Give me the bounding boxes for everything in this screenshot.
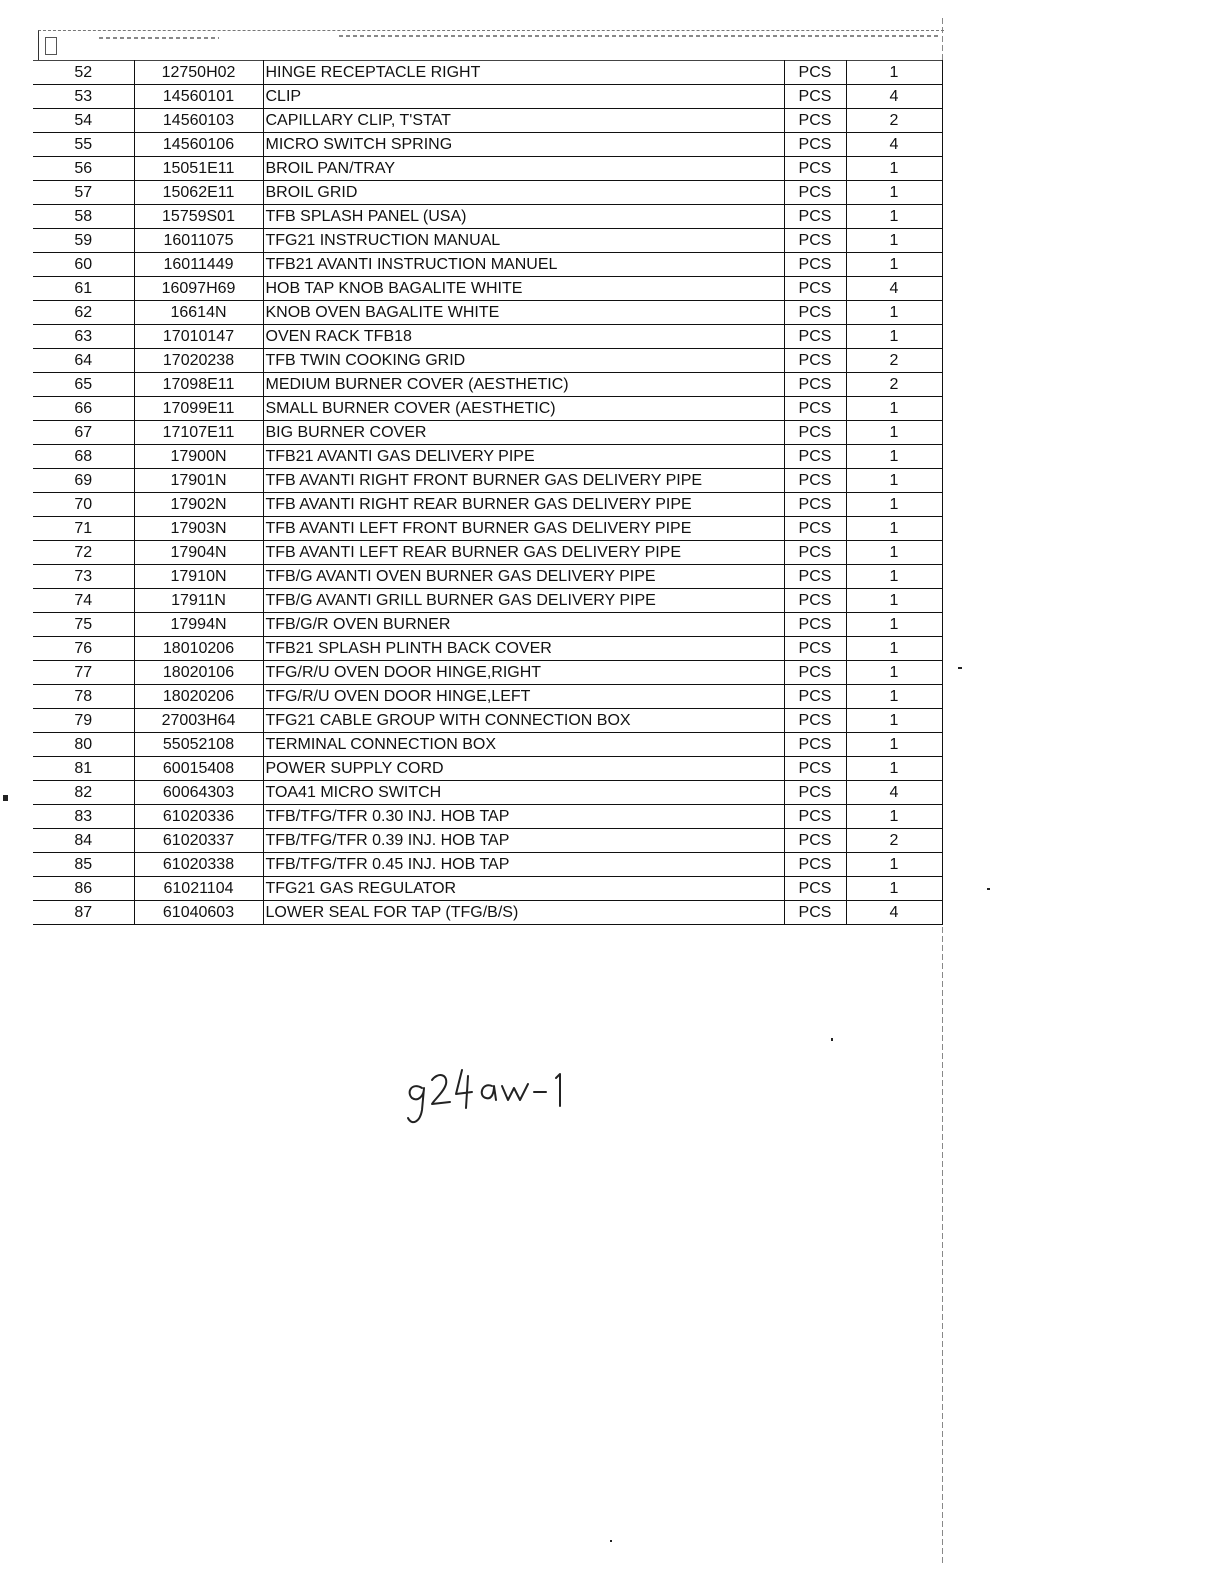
part-code-cell: 17010147 (134, 325, 263, 349)
quantity-cell: 1 (846, 493, 942, 517)
part-code-cell: 17099E11 (134, 397, 263, 421)
unit-cell: PCS (784, 85, 846, 109)
unit-cell: PCS (784, 325, 846, 349)
description-cell: KNOB OVEN BAGALITE WHITE (263, 301, 784, 325)
description-cell: TFB AVANTI RIGHT FRONT BURNER GAS DELIVERY PIPE (263, 469, 784, 493)
part-code-cell: 16011449 (134, 253, 263, 277)
table-row (33, 373, 942, 397)
description-cell: CLIP (263, 85, 784, 109)
item-number-cell: 65 (33, 373, 134, 397)
quantity-cell: 1 (846, 613, 942, 637)
part-code-cell: 55052108 (134, 733, 263, 757)
part-code-cell: 17901N (134, 469, 263, 493)
unit-cell: PCS (784, 517, 846, 541)
unit-cell: PCS (784, 637, 846, 661)
part-code-cell: 17910N (134, 565, 263, 589)
table-row (33, 661, 942, 685)
item-number-cell: 56 (33, 157, 134, 181)
part-code-cell: 17098E11 (134, 373, 263, 397)
unit-cell: PCS (784, 277, 846, 301)
part-code-cell: 17994N (134, 613, 263, 637)
item-number-cell: 84 (33, 829, 134, 853)
description-cell: TFB21 SPLASH PLINTH BACK COVER (263, 637, 784, 661)
unit-cell: PCS (784, 493, 846, 517)
scan-speck (831, 1038, 833, 1041)
table-row (33, 901, 942, 925)
part-code-cell: 18020206 (134, 685, 263, 709)
quantity-cell: 1 (846, 541, 942, 565)
unit-cell: PCS (784, 397, 846, 421)
part-code-cell: 17900N (134, 445, 263, 469)
description-cell: TFB AVANTI RIGHT REAR BURNER GAS DELIVERY PIPE (263, 493, 784, 517)
table-row (33, 757, 942, 781)
scan-speck (3, 795, 8, 801)
table-row (33, 829, 942, 853)
unit-cell: PCS (784, 661, 846, 685)
description-cell: TERMINAL CONNECTION BOX (263, 733, 784, 757)
table-row (33, 805, 942, 829)
quantity-cell: 1 (846, 301, 942, 325)
handwritten-note-graphic (400, 1060, 600, 1130)
quantity-cell: 1 (846, 853, 942, 877)
quantity-cell: 2 (846, 829, 942, 853)
unit-cell: PCS (784, 709, 846, 733)
quantity-cell: 1 (846, 397, 942, 421)
description-cell: POWER SUPPLY CORD (263, 757, 784, 781)
table-row (33, 637, 942, 661)
item-number-cell: 68 (33, 445, 134, 469)
description-cell: TFG21 GAS REGULATOR (263, 877, 784, 901)
unit-cell: PCS (784, 421, 846, 445)
description-cell: TFG21 CABLE GROUP WITH CONNECTION BOX (263, 709, 784, 733)
part-code-cell: 18020106 (134, 661, 263, 685)
unit-cell: PCS (784, 685, 846, 709)
quantity-cell: 1 (846, 661, 942, 685)
table-row (33, 589, 942, 613)
table-row (33, 253, 942, 277)
table-row (33, 565, 942, 589)
table-row (33, 85, 942, 109)
description-cell: TFB SPLASH PANEL (USA) (263, 205, 784, 229)
table-row (33, 229, 942, 253)
table-row (33, 877, 942, 901)
item-number-cell: 59 (33, 229, 134, 253)
part-code-cell: 15051E11 (134, 157, 263, 181)
quantity-cell: 1 (846, 757, 942, 781)
item-number-cell: 77 (33, 661, 134, 685)
quantity-cell: 4 (846, 85, 942, 109)
unit-cell: PCS (784, 301, 846, 325)
item-number-cell: 61 (33, 277, 134, 301)
quantity-cell: 1 (846, 517, 942, 541)
table-row (33, 541, 942, 565)
part-code-cell: 61020338 (134, 853, 263, 877)
unit-cell: PCS (784, 445, 846, 469)
table-row (33, 205, 942, 229)
table-row (33, 325, 942, 349)
description-cell: TFG/R/U OVEN DOOR HINGE,LEFT (263, 685, 784, 709)
item-number-cell: 83 (33, 805, 134, 829)
item-number-cell: 74 (33, 589, 134, 613)
part-code-cell: 16614N (134, 301, 263, 325)
description-cell: CAPILLARY CLIP, T'STAT (263, 109, 784, 133)
unit-cell: PCS (784, 733, 846, 757)
header-smudge (339, 35, 939, 37)
part-code-cell: 61020337 (134, 829, 263, 853)
part-code-cell: 61021104 (134, 877, 263, 901)
unit-cell: PCS (784, 541, 846, 565)
description-cell: TFB AVANTI LEFT FRONT BURNER GAS DELIVERY PIPE (263, 517, 784, 541)
quantity-cell: 2 (846, 349, 942, 373)
quantity-cell: 1 (846, 877, 942, 901)
part-code-cell: 61040603 (134, 901, 263, 925)
table-row (33, 181, 942, 205)
item-number-cell: 85 (33, 853, 134, 877)
part-code-cell: 60015408 (134, 757, 263, 781)
quantity-cell: 2 (846, 109, 942, 133)
part-code-cell: 17904N (134, 541, 263, 565)
quantity-cell: 1 (846, 589, 942, 613)
scan-speck (958, 667, 962, 669)
part-code-cell: 12750H02 (134, 61, 263, 85)
quantity-cell: 1 (846, 157, 942, 181)
description-cell: TFB/G AVANTI OVEN BURNER GAS DELIVERY PIPE (263, 565, 784, 589)
unit-cell: PCS (784, 181, 846, 205)
table-row (33, 733, 942, 757)
unit-cell: PCS (784, 349, 846, 373)
table-row (33, 493, 942, 517)
part-code-cell: 17911N (134, 589, 263, 613)
quantity-cell: 1 (846, 445, 942, 469)
quantity-cell: 4 (846, 901, 942, 925)
description-cell: TFB/G/R OVEN BURNER (263, 613, 784, 637)
unit-cell: PCS (784, 613, 846, 637)
table-row (33, 613, 942, 637)
part-code-cell: 14560106 (134, 133, 263, 157)
item-number-cell: 73 (33, 565, 134, 589)
parts-list-table (33, 60, 943, 925)
description-cell: TFB21 AVANTI GAS DELIVERY PIPE (263, 445, 784, 469)
table-row (33, 109, 942, 133)
quantity-cell: 1 (846, 733, 942, 757)
unit-cell: PCS (784, 157, 846, 181)
item-number-cell: 76 (33, 637, 134, 661)
part-code-cell: 17903N (134, 517, 263, 541)
table-row (33, 685, 942, 709)
quantity-cell: 1 (846, 685, 942, 709)
description-cell: TFB/TFG/TFR 0.45 INJ. HOB TAP (263, 853, 784, 877)
description-cell: HOB TAP KNOB BAGALITE WHITE (263, 277, 784, 301)
part-code-cell: 15759S01 (134, 205, 263, 229)
table-row (33, 469, 942, 493)
item-number-cell: 67 (33, 421, 134, 445)
unit-cell: PCS (784, 253, 846, 277)
item-number-cell: 63 (33, 325, 134, 349)
description-cell: TFB AVANTI LEFT REAR BURNER GAS DELIVERY PIPE (263, 541, 784, 565)
part-code-cell: 16097H69 (134, 277, 263, 301)
description-cell: MEDIUM BURNER COVER (AESTHETIC) (263, 373, 784, 397)
description-cell: BROIL GRID (263, 181, 784, 205)
description-cell: TFB/G AVANTI GRILL BURNER GAS DELIVERY PIPE (263, 589, 784, 613)
table-row (33, 781, 942, 805)
unit-cell: PCS (784, 205, 846, 229)
part-code-cell: 17902N (134, 493, 263, 517)
unit-cell: PCS (784, 757, 846, 781)
description-cell: LOWER SEAL FOR TAP (TFG/B/S) (263, 901, 784, 925)
table-row (33, 133, 942, 157)
item-number-cell: 69 (33, 469, 134, 493)
unit-cell: PCS (784, 877, 846, 901)
item-number-cell: 75 (33, 613, 134, 637)
quantity-cell: 1 (846, 253, 942, 277)
table-row (33, 61, 942, 85)
item-number-cell: 80 (33, 733, 134, 757)
quantity-cell: 4 (846, 277, 942, 301)
unit-cell: PCS (784, 565, 846, 589)
unit-cell: PCS (784, 901, 846, 925)
item-number-cell: 54 (33, 109, 134, 133)
description-cell: TFB/TFG/TFR 0.39 INJ. HOB TAP (263, 829, 784, 853)
unit-cell: PCS (784, 469, 846, 493)
description-cell: BROIL PAN/TRAY (263, 157, 784, 181)
header-mark (45, 37, 57, 55)
part-code-cell: 17020238 (134, 349, 263, 373)
quantity-cell: 2 (846, 373, 942, 397)
description-cell: HINGE RECEPTACLE RIGHT (263, 61, 784, 85)
part-code-cell: 15062E11 (134, 181, 263, 205)
item-number-cell: 72 (33, 541, 134, 565)
unit-cell: PCS (784, 61, 846, 85)
table-row (33, 349, 942, 373)
item-number-cell: 86 (33, 877, 134, 901)
item-number-cell: 78 (33, 685, 134, 709)
part-code-cell: 61020336 (134, 805, 263, 829)
quantity-cell: 1 (846, 637, 942, 661)
table-row (33, 277, 942, 301)
table-row (33, 445, 942, 469)
handwritten-note (400, 1060, 600, 1130)
unit-cell: PCS (784, 229, 846, 253)
quantity-cell: 1 (846, 229, 942, 253)
description-cell: OVEN RACK TFB18 (263, 325, 784, 349)
quantity-cell: 1 (846, 469, 942, 493)
item-number-cell: 52 (33, 61, 134, 85)
item-number-cell: 58 (33, 205, 134, 229)
quantity-cell: 1 (846, 325, 942, 349)
item-number-cell: 70 (33, 493, 134, 517)
table-row (33, 853, 942, 877)
quantity-cell: 4 (846, 133, 942, 157)
item-number-cell: 82 (33, 781, 134, 805)
unit-cell: PCS (784, 133, 846, 157)
description-cell: TFB21 AVANTI INSTRUCTION MANUEL (263, 253, 784, 277)
quantity-cell: 1 (846, 805, 942, 829)
item-number-cell: 71 (33, 517, 134, 541)
quantity-cell: 1 (846, 421, 942, 445)
description-cell: TFG21 INSTRUCTION MANUAL (263, 229, 784, 253)
part-code-cell: 14560103 (134, 109, 263, 133)
unit-cell: PCS (784, 805, 846, 829)
description-cell: TFG/R/U OVEN DOOR HINGE,RIGHT (263, 661, 784, 685)
unit-cell: PCS (784, 373, 846, 397)
quantity-cell: 1 (846, 61, 942, 85)
part-code-cell: 16011075 (134, 229, 263, 253)
item-number-cell: 79 (33, 709, 134, 733)
cut-off-header-row (38, 30, 944, 61)
description-cell: BIG BURNER COVER (263, 421, 784, 445)
quantity-cell: 1 (846, 181, 942, 205)
unit-cell: PCS (784, 853, 846, 877)
item-number-cell: 66 (33, 397, 134, 421)
description-cell: TFB/TFG/TFR 0.30 INJ. HOB TAP (263, 805, 784, 829)
scan-speck (987, 888, 990, 890)
item-number-cell: 64 (33, 349, 134, 373)
quantity-cell: 4 (846, 781, 942, 805)
item-number-cell: 55 (33, 133, 134, 157)
unit-cell: PCS (784, 781, 846, 805)
unit-cell: PCS (784, 829, 846, 853)
item-number-cell: 62 (33, 301, 134, 325)
part-code-cell: 60064303 (134, 781, 263, 805)
table-row (33, 157, 942, 181)
item-number-cell: 87 (33, 901, 134, 925)
part-code-cell: 14560101 (134, 85, 263, 109)
quantity-cell: 1 (846, 565, 942, 589)
unit-cell: PCS (784, 109, 846, 133)
quantity-cell: 1 (846, 205, 942, 229)
item-number-cell: 60 (33, 253, 134, 277)
table-row (33, 301, 942, 325)
item-number-cell: 57 (33, 181, 134, 205)
table-row (33, 421, 942, 445)
item-number-cell: 81 (33, 757, 134, 781)
table-row (33, 709, 942, 733)
description-cell: MICRO SWITCH SPRING (263, 133, 784, 157)
item-number-cell: 53 (33, 85, 134, 109)
description-cell: TOA41 MICRO SWITCH (263, 781, 784, 805)
part-code-cell: 17107E11 (134, 421, 263, 445)
scan-speck (610, 1540, 612, 1542)
unit-cell: PCS (784, 589, 846, 613)
description-cell: TFB TWIN COOKING GRID (263, 349, 784, 373)
quantity-cell: 1 (846, 709, 942, 733)
table-row (33, 517, 942, 541)
parts-table-body (33, 61, 942, 925)
description-cell: SMALL BURNER COVER (AESTHETIC) (263, 397, 784, 421)
part-code-cell: 27003H64 (134, 709, 263, 733)
table-row (33, 397, 942, 421)
header-smudge (99, 37, 219, 39)
part-code-cell: 18010206 (134, 637, 263, 661)
